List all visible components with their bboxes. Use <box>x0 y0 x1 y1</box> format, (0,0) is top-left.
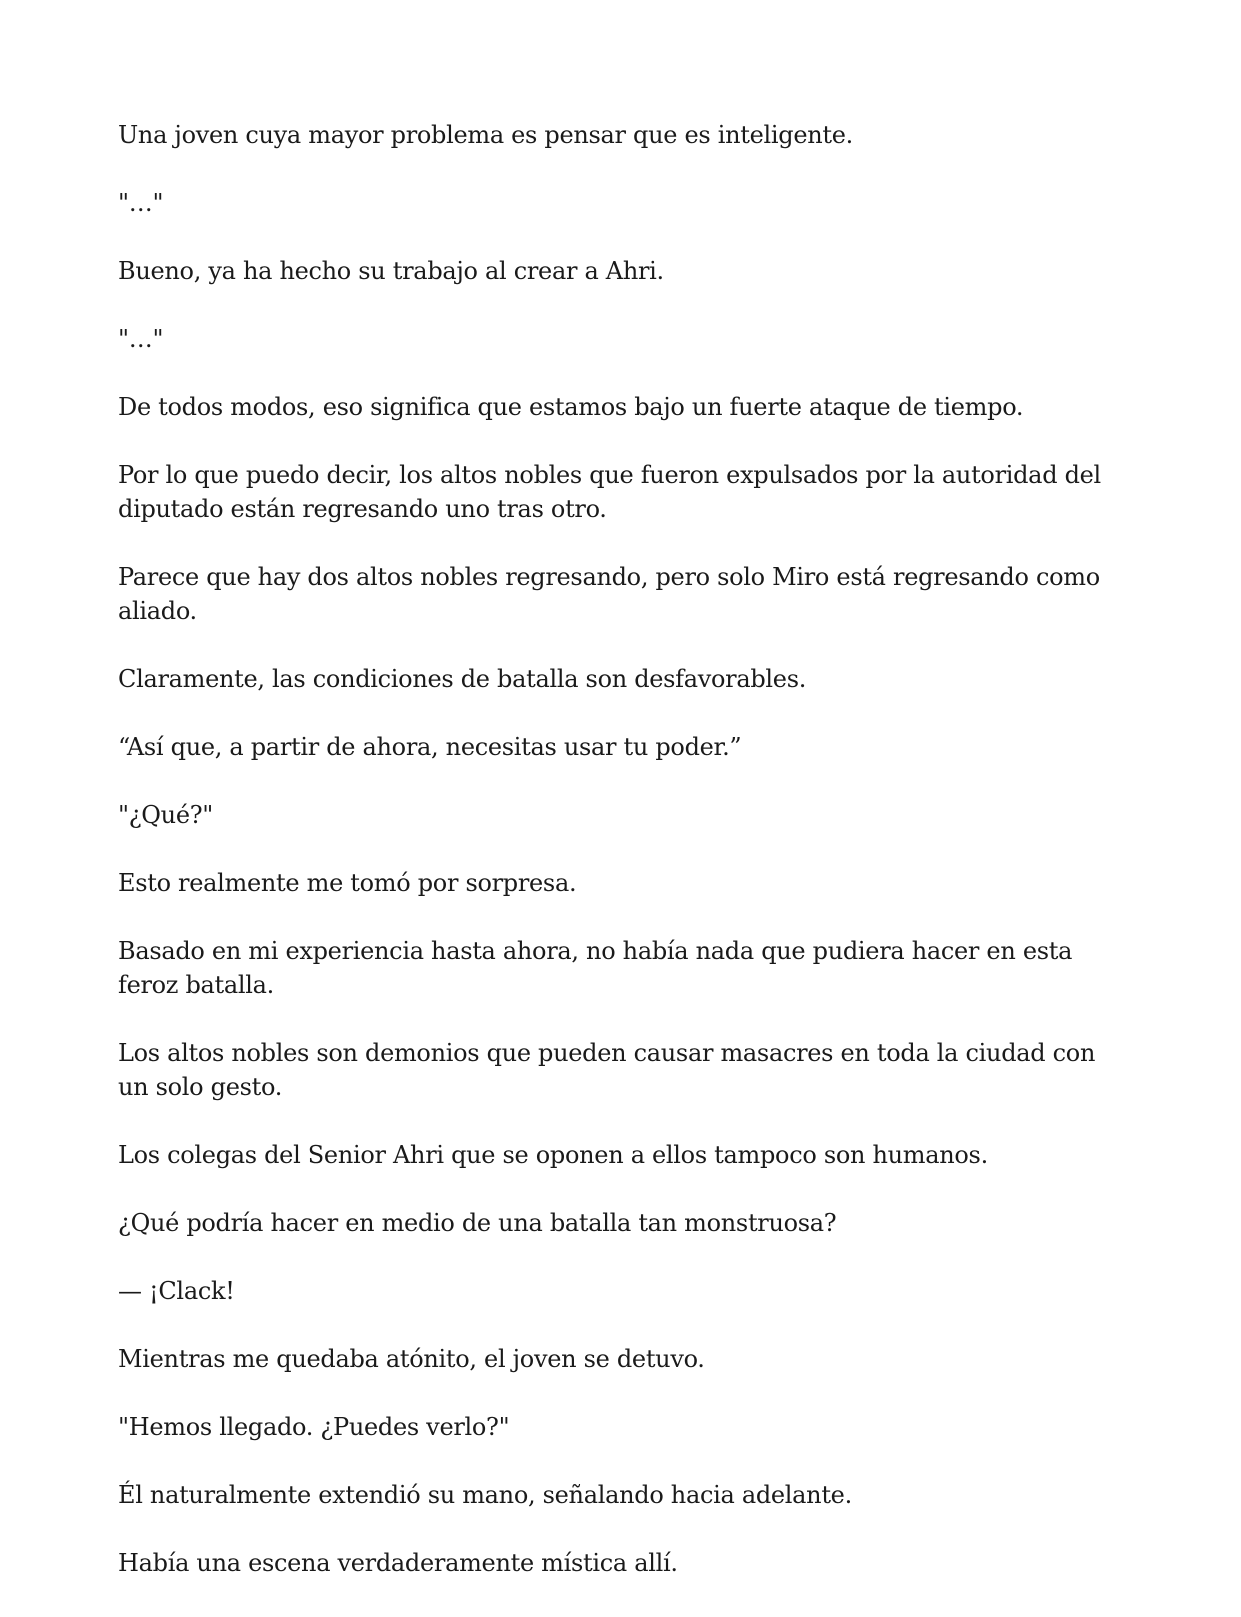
paragraph: "¿Qué?" <box>118 801 214 829</box>
paragraph: Los altos nobles son demonios que pueden causar masacres en toda la ciudad con un solo gesto. <box>118 1039 1096 1101</box>
paragraph: "…" <box>118 325 164 353</box>
paragraph: De todos modos, eso significa que estamos bajo un fuerte ataque de tiempo. <box>118 393 1024 421</box>
paragraph: Esto realmente me tomó por sorpresa. <box>118 869 577 897</box>
paragraph: Bueno, ya ha hecho su trabajo al crear a Ahri. <box>118 257 664 285</box>
paragraph: Claramente, las condiciones de batalla son desfavorables. <box>118 665 807 693</box>
paragraph: — ¡Clack! <box>118 1277 235 1305</box>
paragraph: Él naturalmente extendió su mano, señalando hacia adelante. <box>118 1481 852 1509</box>
paragraph: "Hemos llegado. ¿Puedes verlo?" <box>118 1413 510 1441</box>
paragraph: Mientras me quedaba atónito, el joven se detuvo. <box>118 1345 705 1373</box>
paragraph: ¿Qué podría hacer en medio de una batalla tan monstruosa? <box>118 1209 837 1237</box>
paragraph: Por lo que puedo decir, los altos nobles que fueron expulsados por la autoridad del diputado están regresando uno tras otro. <box>118 461 1101 523</box>
paragraph: Había una escena verdaderamente mística allí. <box>118 1549 678 1577</box>
paragraph: Parece que hay dos altos nobles regresando, pero solo Miro está regresando como aliado. <box>118 563 1100 625</box>
paragraph: "…" <box>118 189 164 217</box>
paragraph: Basado en mi experiencia hasta ahora, no había nada que pudiera hacer en esta feroz batalla. <box>118 937 1073 999</box>
paragraph: “Así que, a partir de ahora, necesitas usar tu poder.” <box>118 733 742 761</box>
paragraph: Una joven cuya mayor problema es pensar que es inteligente. <box>118 121 853 149</box>
document-text-body <box>118 118 1128 1614</box>
paragraph: Los colegas del Senior Ahri que se oponen a ellos tampoco son humanos. <box>118 1141 988 1169</box>
